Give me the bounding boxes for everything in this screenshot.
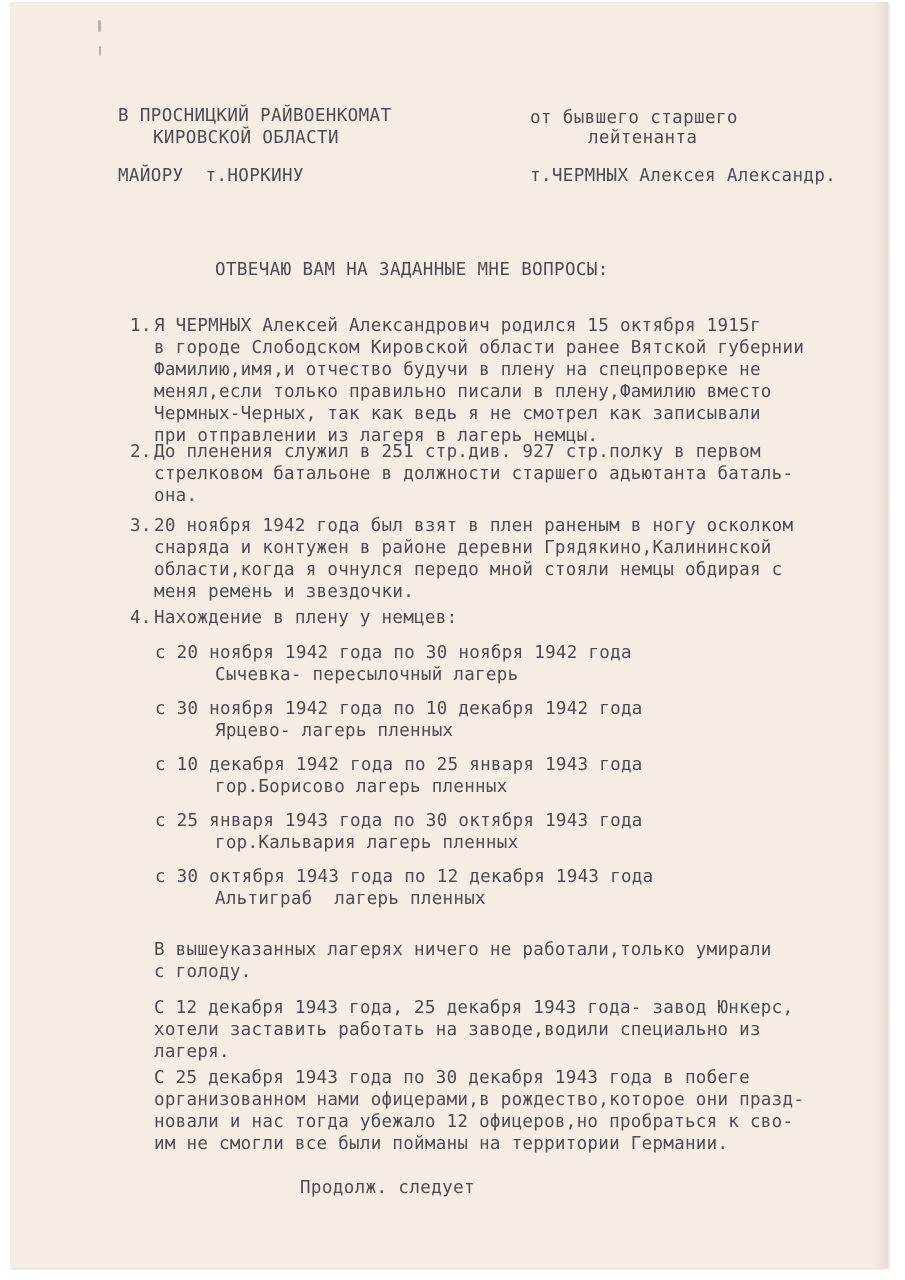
item-number: 3. — [130, 516, 152, 536]
paragraph-junkers-plant — [154, 997, 884, 1063]
text-line: хотели заставить работать на заводе,водили специально из — [154, 1020, 761, 1040]
camp-place: Альтиграб лагерь пленных — [215, 889, 486, 909]
text-line: менял,если только правильно писали в плену,Фамилию вместо — [154, 382, 772, 402]
ink-mark — [98, 20, 101, 32]
recipient-office-line2: КИРОВСКОЙ ОБЛАСТИ — [153, 128, 339, 148]
item-1-text — [154, 315, 884, 447]
item-number: 4. — [130, 608, 152, 628]
text-line: Нахождение в плену у немцев: — [154, 608, 458, 628]
text-line: Я ЧЕРМНЫХ Алексей Александрович родился 15 октября 1915г — [154, 316, 761, 336]
document-page — [10, 2, 888, 1268]
camp-entry — [155, 698, 875, 742]
camp-entry — [155, 754, 875, 798]
item-number: 1. — [130, 316, 152, 336]
document-heading: ОТВЕЧАЮ ВАМ НА ЗАДАННЫЕ МНЕ ВОПРОСЫ: — [215, 260, 609, 280]
text-line: С 25 декабря 1943 года по 30 декабря 1943 года в побеге — [154, 1068, 750, 1088]
text-line: стрелковом батальоне в должности старшего адьютанта баталь- — [154, 464, 794, 484]
sender-rank-line1: от бывшего старшего — [530, 108, 738, 128]
text-line: при отправлении из лагеря в лагерь немцы. — [154, 426, 599, 446]
text-line: в городе Слободском Кировской области ранее Вятской губернии — [154, 338, 805, 358]
text-line: области,когда я очнулся передо мной стояли немцы обдирая с — [154, 560, 783, 580]
camp-entry — [155, 810, 875, 854]
text-line: В вышеуказанных лагерях ничего не работали,только умирали — [154, 940, 772, 960]
text-line: организованном нами офицерами,в рождество,которое они празд- — [154, 1090, 805, 1110]
camp-place: гор.Кальвария лагерь пленных — [215, 833, 519, 853]
text-line: с голоду. — [154, 962, 252, 982]
item-3-text — [154, 515, 884, 603]
text-line: До пленения служил в 251 стр.див. 927 стр.полку в первом — [154, 442, 761, 462]
item-4-text — [154, 607, 884, 629]
ink-mark — [99, 46, 101, 56]
camp-place: гор.Борисово лагерь пленных — [215, 777, 508, 797]
item-2-text — [154, 441, 884, 507]
continued-note: Продолж. следует — [300, 1178, 475, 1198]
text-line: она. — [154, 486, 198, 506]
text-line: лагеря. — [154, 1042, 230, 1062]
camp-entry — [155, 866, 875, 910]
recipient-addressee: МАЙОРУ т.НОРКИНУ — [118, 166, 304, 186]
paragraph-escape — [154, 1067, 884, 1155]
text-line: новали и нас тогда убежало 12 офицеров,но пробраться к сво- — [154, 1112, 794, 1132]
camp-period: с 25 января 1943 года по 30 октября 1943 года — [155, 811, 643, 831]
text-line: снаряда и контужен в районе деревни Грядякино,Калининской — [154, 538, 772, 558]
camp-period: с 30 ноября 1942 года по 10 декабря 1942 года — [155, 699, 643, 719]
camp-period: с 30 октября 1943 года по 12 декабря 1943 года — [155, 867, 654, 887]
text-line: им не смогли все были пойманы на территории Германии. — [154, 1134, 729, 1154]
sender-name: т.ЧЕРМНЫХ Алексея Александр. — [530, 166, 837, 186]
sender-rank-line2: лейтенанта — [588, 128, 698, 148]
recipient-office-line1: В ПРОСНИЦКИЙ РАЙВОЕНКОМАТ — [118, 106, 392, 126]
text-line: 20 ноября 1942 года был взят в плен раненым в ногу осколком — [154, 516, 794, 536]
camp-entry — [155, 642, 875, 686]
text-line: С 12 декабря 1943 года, 25 декабря 1943 года- завод Юнкерс, — [154, 998, 794, 1018]
camp-period: с 10 декабря 1942 года по 25 января 1943 года — [155, 755, 643, 775]
text-line: Фамилию,имя,и отчество будучи в плену на спецпроверке не — [154, 360, 761, 380]
camp-period: с 20 ноября 1942 года по 30 ноября 1942 года — [155, 643, 632, 663]
camp-place: Ярцево- лагерь пленных — [215, 721, 454, 741]
item-number: 2. — [130, 442, 152, 462]
text-line: меня ремень и звездочки. — [154, 582, 415, 602]
paragraph-camps-summary — [154, 939, 884, 983]
text-line: Чермных-Черных, так как ведь я не смотрел как записывали — [154, 404, 761, 424]
camp-place: Сычевка- пересылочный лагерь — [215, 665, 519, 685]
